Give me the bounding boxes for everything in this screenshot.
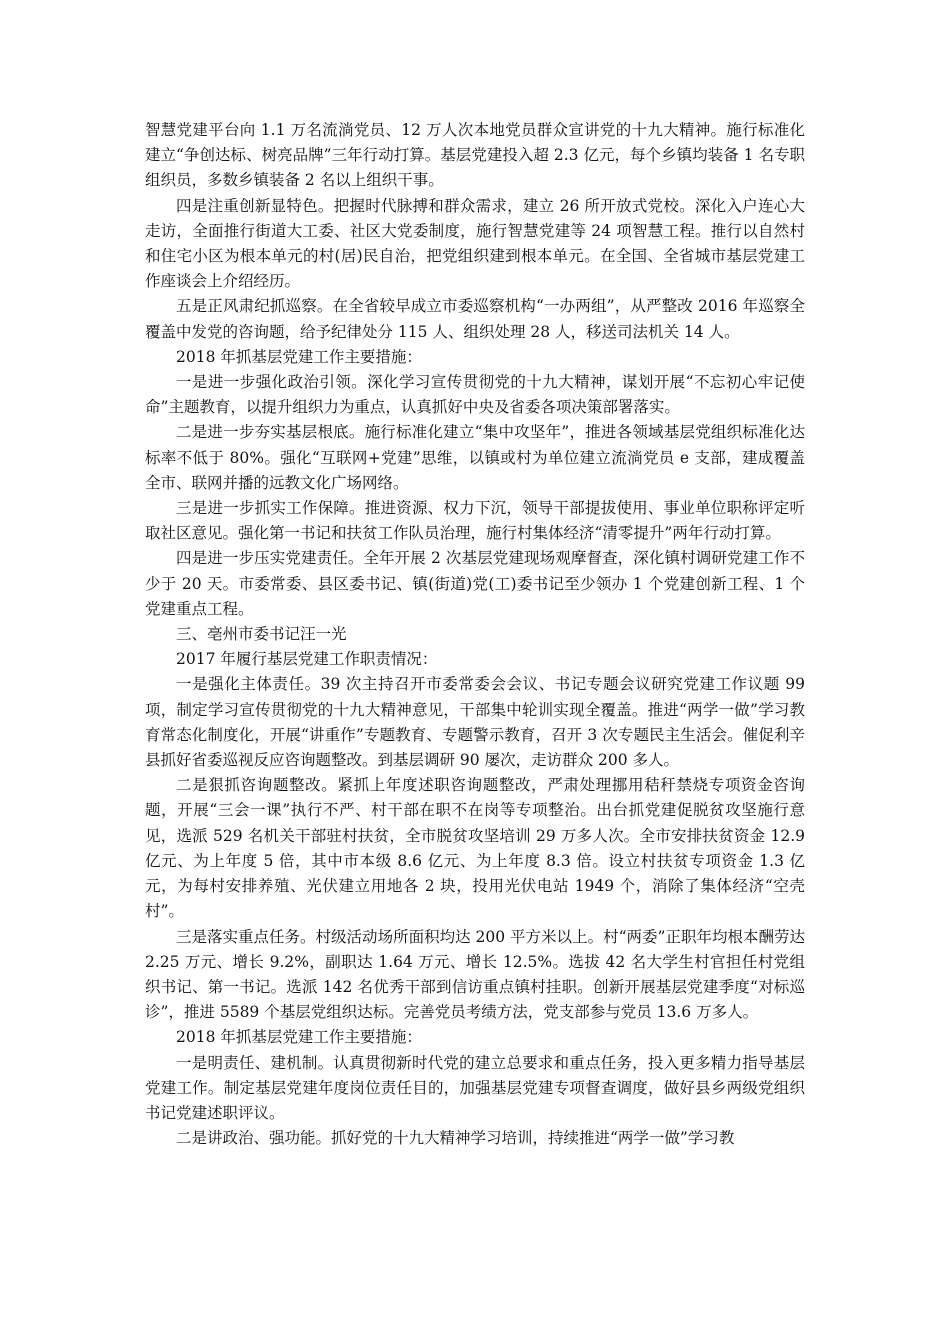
paragraph-2: 四是注重创新显特色。把握时代脉搏和群众需求，建立 26 所开放式党校。深化入户连心大走访，全面推行街道大工委、社区大党委制度，施行智慧党建等 24 项智慧工程。推行以自然村和住宅小区为根本单元的村(居)民自治，把党组织建到根本单元。在全国、全省城市基层党建工作座谈会上介绍经历。 <box>145 196 805 291</box>
paragraph-6: 二是进一步夯实基层根底。施行标准化建立“集中攻坚年”，推进各领域基层党组织标准化达标率不低于 80%。强化“互联网+党建”思维，以镇或村为单位建立流淌党员 e 支部，建成覆盖全市、联网并播的远教文化广场网络。 <box>145 423 805 492</box>
paragraph-14: 2018 年抓基层党建工作主要措施： <box>176 1028 422 1047</box>
document-page <box>145 118 805 1151</box>
paragraph-10: 2017 年履行基层党建工作职责情况： <box>176 650 438 669</box>
paragraph-3: 五是正风肃纪抓巡察。在全省较早成立市委巡察机构“一办两组”，从严整改 2016 年巡察全覆盖中发党的咨询题，给予纪律处分 115 人、组织处理 28 人，移送司法机关 14 人。 <box>145 297 805 341</box>
paragraph-5: 一是进一步强化政治引领。深化学习宣传贯彻党的十九大精神，谋划开展“不忘初心牢记使命”主题教育，以提升组织力为重点，认真抓好中央及省委各项决策部署落实。 <box>145 373 805 417</box>
section-heading: 三、亳州市委书记汪一光 <box>176 625 347 644</box>
paragraph-15: 一是明责任、建机制。认真贯彻新时代党的建立总要求和重点任务，投入更多精力指导基层党建工作。制定基层党建年度岗位责任目的，加强基层党建专项督查调度，做好县乡两级党组织书记党建述职评议。 <box>145 1053 805 1122</box>
paragraph-11: 一是强化主体责任。39 次主持召开市委常委会会议、书记专题会议研究党建工作议题 99 项，制定学习宣传贯彻党的十九大精神意见，干部集中轮训实现全覆盖。推进“两学一做”学习教育常态化制度化，开展“讲重作”专题教育、专题警示教育，召开 3 次专题民主生活会。催促利辛县抓好省委巡视反应咨询题整改。到基层调研 90 屡次，走访群众 200 多人。 <box>145 675 805 770</box>
paragraph-13: 三是落实重点任务。村级活动场所面积均达 200 平方米以上。村“两委”正职年均根本酬劳达 2.25 万元、增长 9.2%，副职达 1.64 万元、增长 12.5%。选拔 42 名大学生村官担任村党组织书记、第一书记。选派 142 名优秀干部到信访重点镇村挂职。创新开展基层党建季度“对标巡诊”，推进 5589 个基层党组织达标。完善党员考绩方法，党支部参与党员 13.6 万多人。 <box>145 927 805 1022</box>
paragraph-1: 智慧党建平台向 1.1 万名流淌党员、12 万人次本地党员群众宣讲党的十九大精神。施行标准化建立“争创达标、树亮品牌”三年行动打算。基层党建投入超 2.3 亿元，每个乡镇均装备 1 名专职组织员，多数乡镇装备 2 名以上组织干事。 <box>145 121 805 190</box>
paragraph-7: 三是进一步抓实工作保障。推进资源、权力下沉，领导干部提拔使用、事业单位职称评定听取社区意见。强化第一书记和扶贫工作队员治理，施行村集体经济“清零提升”两年行动打算。 <box>145 499 805 543</box>
paragraph-4: 2018 年抓基层党建工作主要措施： <box>176 347 422 366</box>
paragraph-12: 二是狠抓咨询题整改。紧抓上年度述职咨询题整改，严肃处理挪用秸秆禁烧专项资金咨询题，开展“三会一课”执行不严、村干部在职不在岗等专项整治。出台抓党建促脱贫攻坚施行意见，选派 529 名机关干部驻村扶贫，全市脱贫攻坚培训 29 万多人次。全市安排扶贫资金 12.9 亿元、为上年度 5 倍，其中市本级 8.6 亿元、为上年度 8.3 倍。设立村扶贫专项资金 1.3 亿元，为每村安排养殖、光伏建立用地各 2 块，投用光伏电站 1949 个，消除了集体经济“空壳村”。 <box>145 776 805 921</box>
paragraph-8: 四是进一步压实党建责任。全年开展 2 次基层党建现场观摩督查，深化镇村调研党建工作不少于 20 天。市委常委、县区委书记、镇(街道)党(工)委书记至少领办 1 个党建创新工程、1 个党建重点工程。 <box>145 549 805 618</box>
paragraph-16: 二是讲政治、强功能。抓好党的十九大精神学习培训，持续推进“两学一做”学习教 <box>176 1129 735 1148</box>
